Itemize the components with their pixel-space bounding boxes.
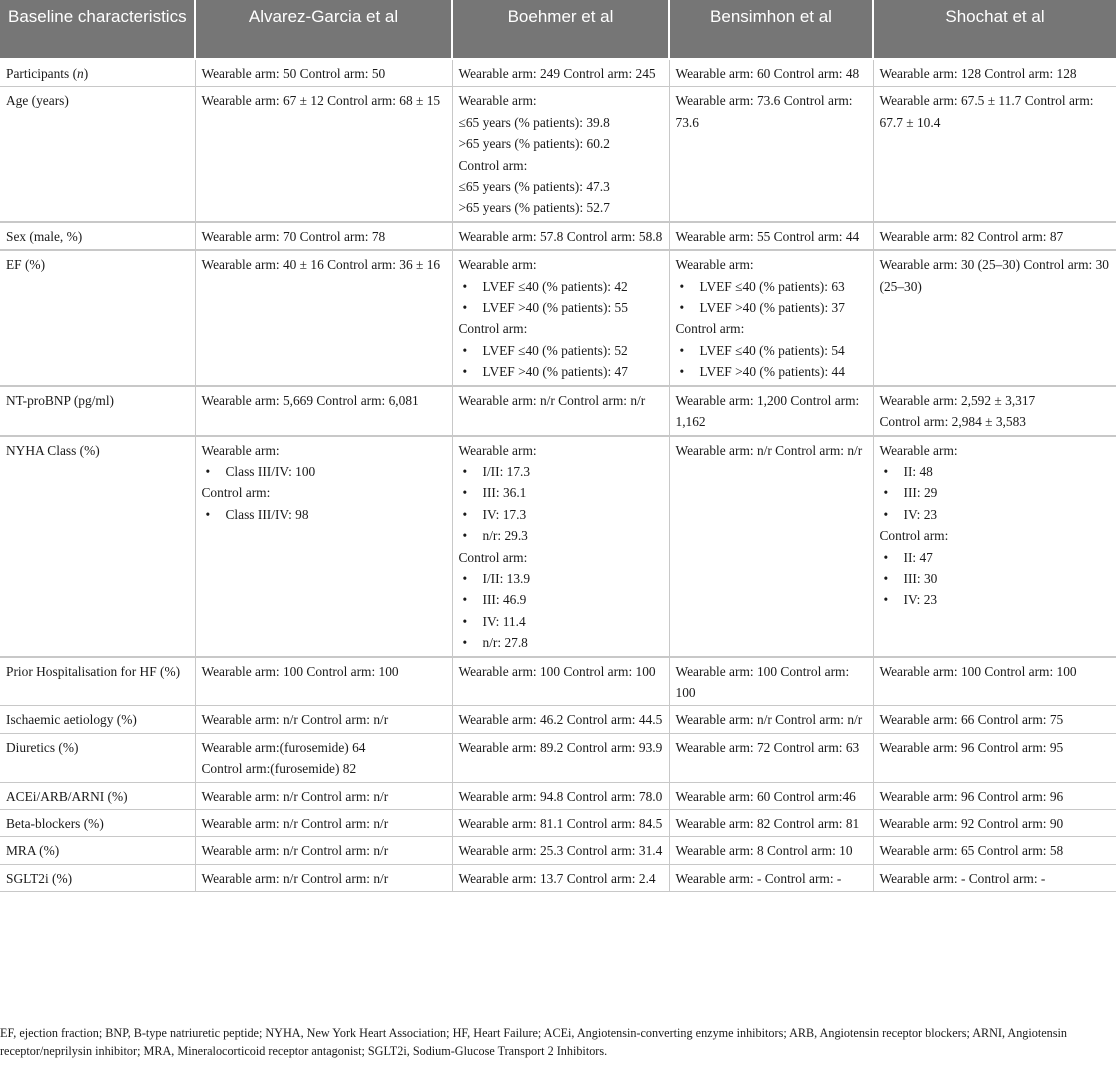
bullet-item: • LVEF ≤40 (% patients): 63 <box>676 276 867 297</box>
cell-text: Wearable arm: <box>879 442 958 458</box>
table-cell <box>669 222 873 250</box>
table-cell <box>452 250 669 385</box>
cell-text: Wearable arm: n/r Control arm: n/r <box>675 712 863 728</box>
cell-text: Wearable arm: 89.2 Control arm: 93.9 <box>458 739 663 755</box>
cell-text: Wearable arm: 100 Control arm: 100 <box>675 663 850 700</box>
header-alvarez-garcia: Alvarez-Garcia et al <box>195 0 452 59</box>
cell-text: Wearable arm: 1,200 Control arm: 1,162 <box>675 392 860 430</box>
table-cell <box>452 810 669 837</box>
table-cell <box>669 87 873 222</box>
table-cell <box>873 657 1116 706</box>
row-label: EF (%) <box>0 250 195 385</box>
table-row <box>0 436 1116 657</box>
cell-text: Wearable arm: 2,592 ± 3,317 <box>879 392 1036 408</box>
header-row <box>0 0 1116 59</box>
row-label: NT-proBNP (pg/ml) <box>0 386 195 436</box>
bullet-item: • Class III/IV: 100 <box>202 461 446 482</box>
cell-text: Wearable arm: 94.8 Control arm: 78.0 <box>458 788 663 804</box>
table-row <box>0 87 1116 222</box>
cell-text: Wearable arm: 96 Control arm: 95 <box>879 739 1064 755</box>
table-cell <box>669 386 873 436</box>
cell-text: Wearable arm: 60 Control arm:46 <box>675 788 856 804</box>
table-cell <box>669 864 873 891</box>
cell-text: Control arm: 2,984 ± 3,583 <box>879 414 1026 430</box>
cell-text: Wearable arm: n/r Control arm: n/r <box>201 816 389 831</box>
table-cell <box>195 782 452 809</box>
table-cell <box>873 222 1116 250</box>
table-cell <box>452 782 669 809</box>
table-cell <box>669 250 873 385</box>
cell-text: Control arm: <box>879 528 949 544</box>
cell-text: Control arm: <box>458 321 528 337</box>
table-row <box>0 810 1116 837</box>
cell-text: >65 years (% patients): 60.2 <box>458 136 610 152</box>
table-row <box>0 837 1116 864</box>
row-label: Prior Hospitalisation for HF (%) <box>0 657 195 706</box>
cell-text: Wearable arm: <box>458 93 537 109</box>
bullet-item: • II: 48 <box>880 461 1111 482</box>
table-cell <box>669 436 873 657</box>
bullet-item: • II: 47 <box>880 547 1111 568</box>
cell-text: Wearable arm: 67 ± 12 Control arm: 68 ± 15 <box>201 93 441 109</box>
cell-text: Wearable arm: 66 Control arm: 75 <box>879 712 1064 728</box>
table-cell <box>873 706 1116 733</box>
cell-text: Wearable arm: 55 Control arm: 44 <box>675 228 860 244</box>
cell-text: Wearable arm: 8 Control arm: 10 <box>675 843 853 859</box>
cell-text: Wearable arm: 25.3 Control arm: 31.4 <box>458 843 663 859</box>
bullet-item: • III: 36.1 <box>459 482 663 503</box>
row-label: Age (years) <box>0 87 195 222</box>
cell-text: Wearable arm:(furosemide) 64 <box>201 739 366 755</box>
table-cell <box>873 436 1116 657</box>
bullet-item: • IV: 23 <box>880 504 1111 525</box>
cell-text: ≤65 years (% patients): 47.3 <box>458 179 610 195</box>
table-cell <box>195 837 452 864</box>
table-cell <box>873 386 1116 436</box>
bullet-item: • LVEF >40 (% patients): 47 <box>459 361 663 382</box>
cell-text: Control arm: <box>675 321 745 337</box>
table-cell <box>669 706 873 733</box>
table-cell <box>452 837 669 864</box>
cell-text: Wearable arm: 92 Control arm: 90 <box>879 816 1064 831</box>
cell-text: Wearable arm: 100 Control arm: 100 <box>879 663 1077 679</box>
table-row <box>0 706 1116 733</box>
table-cell <box>195 706 452 733</box>
cell-text: Wearable arm: 72 Control arm: 63 <box>675 739 860 755</box>
table-cell <box>873 250 1116 385</box>
table-cell <box>873 864 1116 891</box>
cell-text: Wearable arm: 30 (25–30) Control arm: 30 (25–30) <box>879 257 1109 294</box>
bullet-item: • LVEF >40 (% patients): 44 <box>676 361 867 382</box>
header-baseline-characteristics: Baseline characteristics <box>0 0 195 59</box>
row-label: Participants (n) <box>0 59 195 87</box>
bullet-item: • I/II: 17.3 <box>459 461 663 482</box>
bullet-item: • n/r: 29.3 <box>459 525 663 546</box>
row-label: MRA (%) <box>0 837 195 864</box>
cell-text: Wearable arm: 13.7 Control arm: 2.4 <box>458 870 656 886</box>
table-cell <box>873 837 1116 864</box>
cell-text: Wearable arm: - Control arm: - <box>675 870 842 886</box>
bullet-item: • LVEF ≤40 (% patients): 42 <box>459 276 663 297</box>
table-cell <box>195 657 452 706</box>
cell-text: Wearable arm: 70 Control arm: 78 <box>201 228 386 244</box>
bullet-item: • III: 30 <box>880 568 1111 589</box>
cell-text: Wearable arm: <box>458 257 537 273</box>
cell-text: Wearable arm: <box>675 257 754 273</box>
table-cell <box>452 657 669 706</box>
table-cell <box>669 837 873 864</box>
cell-text: Wearable arm: 128 Control arm: 128 <box>879 66 1077 81</box>
table-row <box>0 782 1116 809</box>
row-label: Diuretics (%) <box>0 733 195 782</box>
cell-text: Wearable arm: 81.1 Control arm: 84.5 <box>458 816 663 831</box>
cell-text: Wearable arm: 46.2 Control arm: 44.5 <box>458 712 663 728</box>
table-cell <box>195 222 452 250</box>
cell-text: Wearable arm: <box>458 442 537 458</box>
row-label: NYHA Class (%) <box>0 436 195 657</box>
cell-text: Wearable arm: 67.5 ± 11.7 Control arm: 67.7 ± 10.4 <box>879 93 1094 130</box>
cell-text: Wearable arm: 73.6 Control arm: 73.6 <box>675 93 853 130</box>
row-label: Beta-blockers (%) <box>0 810 195 837</box>
cell-text: Wearable arm: n/r Control arm: n/r <box>201 712 389 728</box>
header-shochat: Shochat et al <box>873 0 1116 59</box>
italic-n: n <box>77 66 84 81</box>
table-cell <box>669 810 873 837</box>
table-row <box>0 59 1116 87</box>
cell-text: Control arm: <box>458 157 528 173</box>
bullet-item: • I/II: 13.9 <box>459 568 663 589</box>
bullet-item: • LVEF >40 (% patients): 55 <box>459 297 663 318</box>
cell-text: Wearable arm: 65 Control arm: 58 <box>879 843 1064 859</box>
cell-text: Wearable arm: 50 Control arm: 50 <box>201 66 386 81</box>
table-cell <box>452 87 669 222</box>
header-boehmer: Boehmer et al <box>452 0 669 59</box>
cell-text: Wearable arm: n/r Control arm: n/r <box>201 843 389 859</box>
table-cell <box>452 436 669 657</box>
row-label: Sex (male, %) <box>0 222 195 250</box>
table-cell <box>195 864 452 891</box>
table-cell <box>669 782 873 809</box>
table-row <box>0 733 1116 782</box>
cell-text: Wearable arm: n/r Control arm: n/r <box>458 392 646 408</box>
table-cell <box>195 87 452 222</box>
table-cell <box>452 733 669 782</box>
cell-text: Wearable arm: n/r Control arm: n/r <box>201 870 389 886</box>
table-cell <box>452 59 669 87</box>
table-row <box>0 657 1116 706</box>
table-cell <box>452 386 669 436</box>
table-row <box>0 864 1116 891</box>
cell-text: Wearable arm: n/r Control arm: n/r <box>675 442 863 458</box>
cell-text: Wearable arm: n/r Control arm: n/r <box>201 788 389 804</box>
cell-text: Wearable arm: 100 Control arm: 100 <box>458 663 656 679</box>
cell-text: >65 years (% patients): 52.7 <box>458 200 610 216</box>
bullet-item: • IV: 11.4 <box>459 611 663 632</box>
bullet-item: • III: 29 <box>880 482 1111 503</box>
cell-text: Wearable arm: 60 Control arm: 48 <box>675 66 860 81</box>
cell-text: Wearable arm: - Control arm: - <box>879 870 1046 886</box>
header-bensimhon: Bensimhon et al <box>669 0 873 59</box>
table-cell <box>195 250 452 385</box>
table-cell <box>873 87 1116 222</box>
row-label: ACEi/ARB/ARNI (%) <box>0 782 195 809</box>
table-cell <box>873 733 1116 782</box>
table-cell <box>452 222 669 250</box>
row-label: Ischaemic aetiology (%) <box>0 706 195 733</box>
cell-text: ≤65 years (% patients): 39.8 <box>458 114 610 130</box>
table-cell <box>669 59 873 87</box>
table-footnote: EF, ejection fraction; BNP, B-type natriuretic peptide; NYHA, New York Heart Association; HF, Heart Failure; ACEi, Angiotensin-converting enzyme inhibitors; ARB, Angiotensin receptor blockers; ARNI, Angiotensin receptor/neprilysin inhibitor; MRA, Mineralocorticoid receptor antagonist; SGLT2i, Sodium-Glucose Transport 2 Inhibitors. <box>0 1026 1067 1058</box>
cell-text: Wearable arm: 100 Control arm: 100 <box>201 663 399 679</box>
cell-text: Control arm: <box>458 549 528 565</box>
cell-text: Control arm:(furosemide) 82 <box>201 761 357 777</box>
table-cell <box>873 782 1116 809</box>
bullet-item: • LVEF ≤40 (% patients): 54 <box>676 340 867 361</box>
bullet-item: • IV: 23 <box>880 589 1111 610</box>
cell-text: Wearable arm: 82 Control arm: 87 <box>879 228 1064 244</box>
bullet-item: • LVEF ≤40 (% patients): 52 <box>459 340 663 361</box>
bullet-item: • III: 46.9 <box>459 589 663 610</box>
table-cell <box>195 733 452 782</box>
cell-text: Wearable arm: 249 Control arm: 245 <box>458 66 656 81</box>
cell-text: Wearable arm: 57.8 Control arm: 58.8 <box>458 228 663 244</box>
table-cell <box>669 657 873 706</box>
cell-text: Control arm: <box>201 485 271 501</box>
table-cell <box>195 59 452 87</box>
table-cell <box>873 59 1116 87</box>
table-cell <box>669 733 873 782</box>
table-cell <box>873 810 1116 837</box>
cell-text: Wearable arm: 82 Control arm: 81 <box>675 816 860 831</box>
table-cell <box>195 386 452 436</box>
table-cell <box>452 706 669 733</box>
cell-text: Wearable arm: 96 Control arm: 96 <box>879 788 1064 804</box>
cell-text: Wearable arm: <box>201 442 280 458</box>
table-body <box>0 59 1116 892</box>
cell-text: Wearable arm: 40 ± 16 Control arm: 36 ± 16 <box>201 257 441 273</box>
table-cell <box>195 436 452 657</box>
table-row <box>0 250 1116 385</box>
cell-text: Wearable arm: 5,669 Control arm: 6,081 <box>201 392 419 408</box>
table-cell <box>452 864 669 891</box>
table-row <box>0 386 1116 436</box>
bullet-item: • LVEF >40 (% patients): 37 <box>676 297 867 318</box>
row-label: SGLT2i (%) <box>0 864 195 891</box>
bullet-item: • IV: 17.3 <box>459 504 663 525</box>
table-row <box>0 222 1116 250</box>
bullet-item: • Class III/IV: 98 <box>202 504 446 525</box>
bullet-item: • n/r: 27.8 <box>459 632 663 653</box>
table-cell <box>195 810 452 837</box>
